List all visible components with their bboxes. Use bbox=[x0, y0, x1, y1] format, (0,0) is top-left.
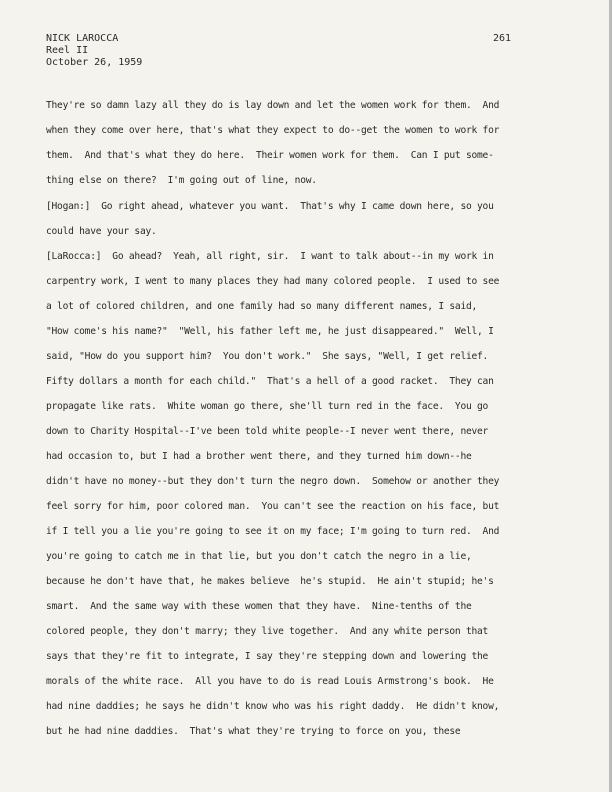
interview-date: October 26, 1959 bbox=[46, 57, 143, 68]
transcript-line: colored people, they don't marry; they live together. And any white person that bbox=[46, 626, 489, 637]
transcript-line: a lot of colored children, and one family had so many different names, I said, bbox=[46, 301, 478, 312]
transcript-line: when they come over here, that's what they expect to do--get the women to work for bbox=[46, 125, 500, 136]
transcript-line: morals of the white race. All you have to do is read Louis Armstrong's book. He bbox=[46, 676, 494, 687]
speaker-line-hogan: [Hogan:] Go right ahead, whatever you want. That's why I came down here, so you bbox=[46, 201, 494, 212]
transcript-line: because he don't have that, he makes believe he's stupid. He ain't stupid; he's bbox=[46, 576, 494, 587]
page-number: 261 bbox=[493, 33, 512, 44]
transcript-line: them. And that's what they do here. Their women work for them. Can I put some- bbox=[46, 150, 494, 161]
transcript-line: but he had nine daddies. That's what they're trying to force on you, these bbox=[46, 726, 461, 737]
transcript-line: carpentry work, I went to many places they had many colored people. I used to see bbox=[46, 276, 500, 287]
transcript-line: says that they're fit to integrate, I say they're stepping down and lowering the bbox=[46, 651, 489, 662]
speaker-name: NICK LAROCCA bbox=[46, 33, 119, 44]
transcript-line: if I tell you a lie you're going to see it on my face; I'm going to turn red. And bbox=[46, 526, 500, 537]
transcript-line: "How come's his name?" "Well, his father left me, he just disappeared." Well, I bbox=[46, 326, 494, 337]
transcript-line: down to Charity Hospital--I've been told white people--I never went there, never bbox=[46, 426, 489, 437]
transcript-line: propagate like rats. White woman go there, she'll turn red in the face. You go bbox=[46, 401, 489, 412]
speaker-line-larocca: [LaRocca:] Go ahead? Yeah, all right, sir. I want to talk about--in my work in bbox=[46, 251, 494, 262]
transcript-line: feel sorry for him, poor colored man. You can't see the reaction on his face, but bbox=[46, 501, 500, 512]
transcript-line: had nine daddies; he says he didn't know who was his right daddy. He didn't know, bbox=[46, 701, 500, 712]
transcript-line: didn't have no money--but they don't turn the negro down. Somehow or another they bbox=[46, 476, 500, 487]
transcript-line: Fifty dollars a month for each child." That's a hell of a good racket. They can bbox=[46, 376, 494, 387]
transcript-line: had occasion to, but I had a brother went there, and they turned him down--he bbox=[46, 451, 472, 462]
reel-label: Reel II bbox=[46, 45, 89, 56]
transcript-line: you're going to catch me in that lie, but you don't catch the negro in a lie, bbox=[46, 551, 472, 562]
transcript-line: They're so damn lazy all they do is lay down and let the women work for them. And bbox=[46, 100, 500, 111]
transcript-line: said, "How do you support him? You don't work." She says, "Well, I get relief. bbox=[46, 351, 489, 362]
transcript-line: could have your say. bbox=[46, 226, 157, 237]
transcript-line: thing else on there? I'm going out of line, now. bbox=[46, 175, 317, 186]
transcript-line: smart. And the same way with these women that they have. Nine-tenths of the bbox=[46, 601, 472, 612]
